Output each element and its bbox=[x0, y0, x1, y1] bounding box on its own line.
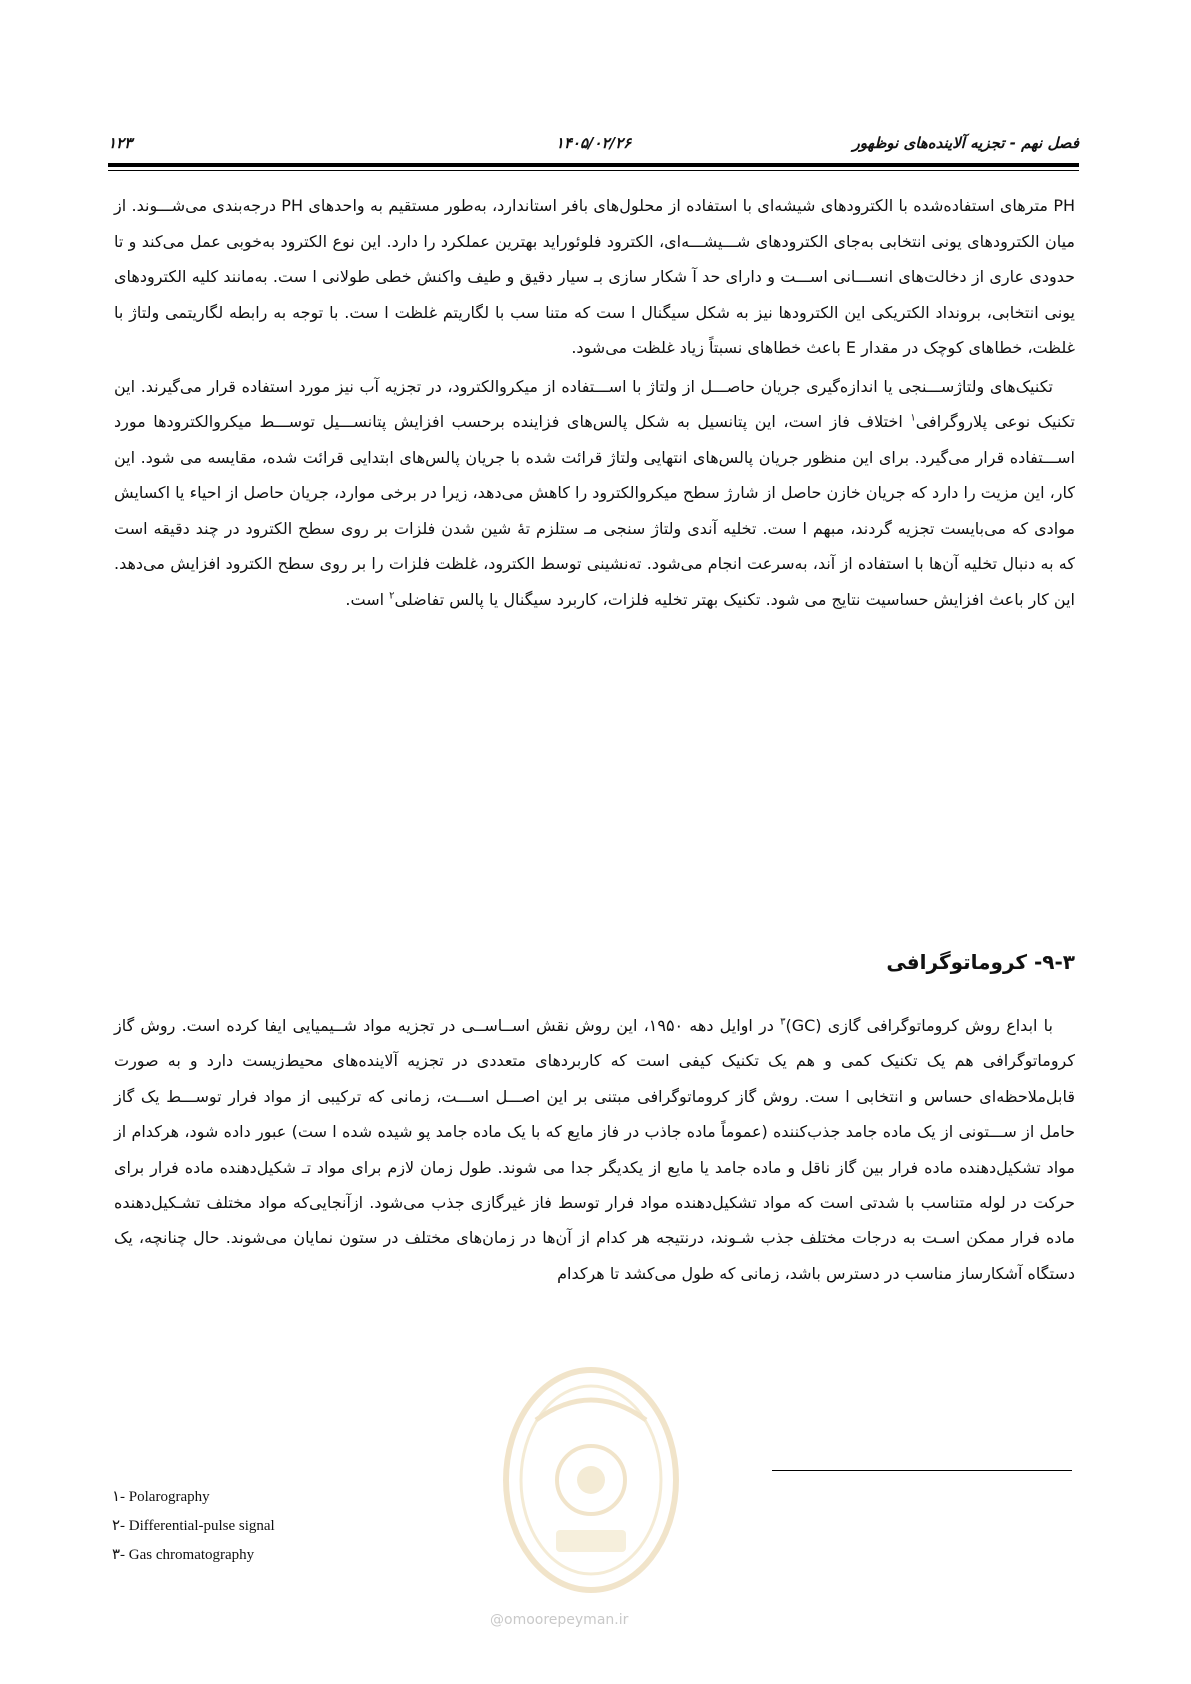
page-number: ۱۲۳ bbox=[108, 134, 133, 152]
main-text bbox=[114, 188, 1075, 617]
chapter-title: فصل نهم - تجزیه آلاینده‌های نوظهور bbox=[852, 134, 1079, 152]
footnote-1: ۱- Polarography bbox=[112, 1489, 210, 1505]
footnote-mark-3: ۳ bbox=[780, 1016, 786, 1028]
paragraph-gc bbox=[114, 1008, 1075, 1291]
header-rule-thick bbox=[108, 163, 1079, 167]
watermark-seal-icon bbox=[496, 1360, 686, 1600]
paragraph-voltammetry-part3: است. bbox=[345, 589, 390, 609]
footnotes bbox=[112, 1483, 275, 1570]
footnote-3: ۳- Gas chromatography bbox=[112, 1547, 255, 1563]
header-date: ۱۴۰۵/۰۲/۲۶ bbox=[555, 134, 632, 152]
footnote-mark-2: ۲ bbox=[389, 590, 395, 602]
header-rule-thin bbox=[108, 170, 1079, 171]
paragraph-voltammetry-part1: تکنیک‌های ولتاژســـنجی یا اندازه‌گیری جریان حاصـــل از ولتاژ با اســـتفاده از میکروالکترود، در تجزیه آب نیز مورد استفاده قرار می‌گیرند. این تکنیک نوعی پلاروگرافی bbox=[114, 376, 1075, 431]
footnote-separator bbox=[772, 1470, 1072, 1471]
footnote-mark-1: ۱ bbox=[910, 412, 916, 424]
paragraph-gc-part2: در اوایل دهه ۱۹۵۰، این روش نقش اســاســی در تجزیه مواد شــیمیایی ایفا کرده است. روش گاز کروماتوگرافی هم یک تکنیک کمی و هم یک تکنیک کیفی است که کاربردهای متعددی در تجزیه آلاینده‌های محیط‌زیست دارد و به صورت قابل‌ملاحظه‌ای حساس و انتخابی ا ست. روش گاز کروماتوگرافی مبتنی بر این اصـــل اســـت، زمانی که ترکیبی از مواد فرار توســـط یک گاز حامل از ســـتونی از یک ماده جامد جذب‌کننده (عموماً ماده جاذب در فاز مایع که با یک ماده جامد پو شیده شده ا ست) عبور داده شود، هرکدام از مواد تشکیل‌دهنده ماده فرار بین گاز ناقل و ماده جامد یا مایع از یکدیگر جدا می شوند. طول زمان لازم برای مواد تـ شکیل‌دهنده ماده فرار برای حرکت در لوله متناسب با شدتی است که مواد تشکیل‌دهنده مواد فرار توسط فاز غیرگازی جذب می‌شود. ازآنجایی‌که مواد مختلف تشـکیل‌دهنده ماده فرار ممکن اسـت به درجات مختلف جذب شـوند، درنتیجه هر کدام از آن‌ها در زمان‌های مختلف در ستون نمایان می‌شوند. حال چنانچه، یک دستگاه آشکارساز مناسب در دسترس باشد، زمانی که طول می‌کشد تا هرکدام bbox=[114, 1016, 1075, 1283]
footnote-2: ۲- Differential-pulse signal bbox=[112, 1518, 275, 1534]
paragraph-voltammetry bbox=[114, 369, 1075, 618]
watermark-text: @omoorepeyman.ir bbox=[490, 1612, 629, 1628]
paragraph-ph-meters: PH مترهای استفاده‌شده با الکترودهای شیشه‌ای با استفاده از محلول‌های بافر استاندارد، به‌طور مستقیم به واحدهای PH درجه‌بندی می‌شـــوند. از میان الکترودهای یونی انتخابی به‌جای الکترودهای شـــیشـــه‌ای، الکترود فلوئوراید بهترین عملکرد را دارد. این نوع الکترود به‌خوبی عمل می‌کند و تا حدودی عاری از دخالت‌های انســـانی اســـت و دارای حد آ شکار سازی بـ سیار دقیق و طیف واکنش خطی طولانی ا ست. به‌مانند کلیه الکترودهای یونی انتخابی، برونداد الکتریکی این الکترودها نیز به شکل سیگنال ا ست که متنا سب با لگاریتم غلظت ا ست. با توجه به رابطه لگاریتمی ولتاژ با غلظت، خطاهای کوچک در مقدار E باعث خطاهای نسبتاً زیاد غلظت می‌شود. bbox=[114, 196, 1075, 357]
section-heading: ۹-۳- کروماتوگرافی bbox=[886, 950, 1075, 974]
paragraph-gc-part1: با ابداع روش کروماتوگرافی گازی (GC) bbox=[785, 1016, 1053, 1035]
running-header bbox=[108, 128, 1079, 158]
paragraph-voltammetry-part2: اختلاف فاز است، این پتانسیل به شکل پالس‌های فزاینده برحسب افزایش پتانســـیل توســـط میکروالکترودها مورد اســـتفاده قرار می‌گیرد. برای این منظور جریان پالس‌های انتهایی ولتاژ قرائت شده با جریان پالس‌های ابتدایی قرائت شده، مقایسه می شود. این کار، این مزیت را دارد که جریان خازن حاصل از شارژ سطح میکروالکترود را کاهش می‌دهد، زیرا در برخی موارد، جریان حاصل از احیاء یا اکسایش موادی که می‌بایست تجزیه گردند، مبهم ا ست. تخلیه آندی ولتاژ سنجی مـ ستلزم تهٔ شین شدن فلزات بر روی سطح الکترود در چند دقیقه است که به دنبال تخلیه آن‌ها با استفاده از آند، به‌سرعت انجام می‌شود. ته‌نشینی توسط الکترود، غلظت فلزات را بر روی سطح الکترود افزایش می‌دهد. این کار باعث افزایش حساسیت نتایج می شود. تکنیک بهتر تخلیه فلزات، کاربرد سیگنال یا پالس تفاضلی bbox=[114, 412, 1075, 609]
section-text bbox=[114, 1008, 1075, 1291]
